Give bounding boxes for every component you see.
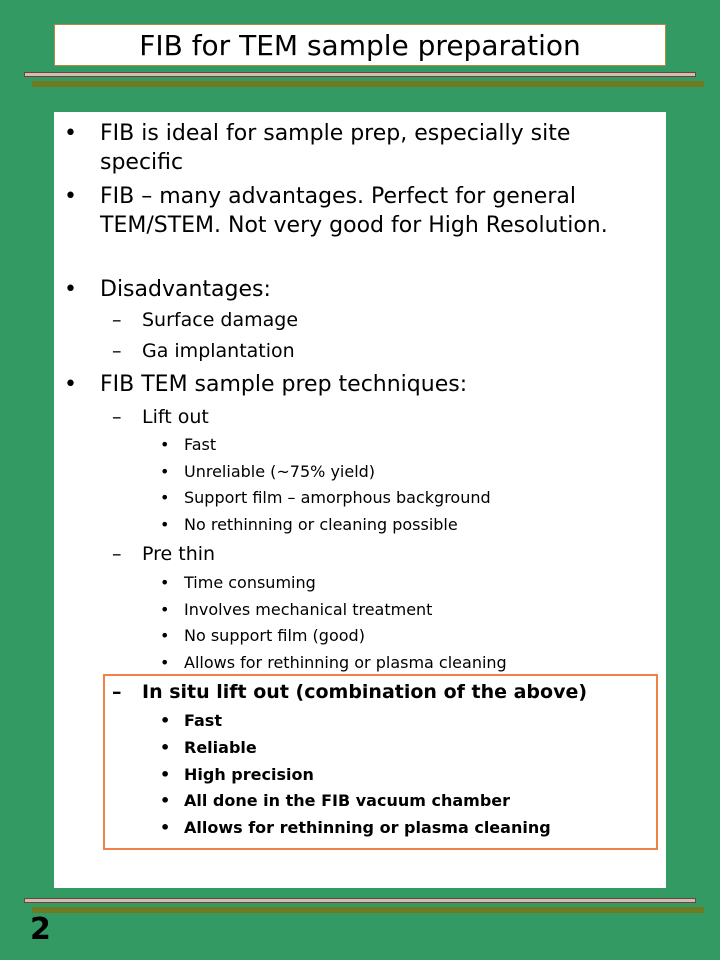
bullet-icon: •	[160, 626, 170, 645]
bullet-icon: •	[160, 738, 171, 757]
bullet-text: Disadvantages:	[100, 277, 271, 302]
bullet-icon: •	[160, 600, 170, 619]
sub-ga-implantation	[112, 339, 642, 363]
dash-icon: –	[112, 340, 122, 362]
slide-title	[54, 24, 666, 66]
sub-text: Ga implantation	[142, 340, 295, 362]
bullet-fib-advantages	[64, 182, 650, 240]
item-text: Fast	[184, 711, 222, 730]
liftout-item	[160, 434, 654, 456]
bullet-icon: •	[160, 791, 171, 810]
item-text: Reliable	[184, 738, 257, 757]
sub-text: Pre thin	[142, 543, 216, 565]
prethin-item	[160, 572, 654, 594]
bullet-techniques	[64, 370, 650, 399]
bullet-fib-ideal	[64, 119, 650, 177]
bottom-divider-shadow	[32, 907, 704, 913]
bullet-icon: •	[160, 573, 170, 592]
dash-icon: –	[112, 543, 122, 565]
bullet-icon: •	[160, 435, 170, 454]
insitu-item	[160, 817, 654, 839]
item-text: Time consuming	[184, 573, 316, 592]
top-divider	[24, 72, 696, 77]
bullet-disadvantages	[64, 275, 650, 304]
sub-in-situ-lift-out	[112, 680, 642, 704]
item-text: Allows for rethinning or plasma cleaning	[184, 818, 551, 837]
insitu-item	[160, 710, 654, 732]
bullet-icon: •	[64, 277, 77, 302]
bullet-text: FIB – many advantages. Perfect for general TEM/STEM. Not very good for High Resolution.	[100, 184, 608, 238]
bottom-divider	[24, 898, 696, 903]
insitu-item	[160, 737, 654, 759]
page-number: 2	[30, 912, 51, 947]
insitu-item	[160, 790, 654, 812]
content-panel	[54, 112, 666, 888]
bullet-icon: •	[160, 515, 170, 534]
item-text: Involves mechanical treatment	[184, 600, 433, 619]
bullet-text: FIB is ideal for sample prep, especially site specific	[100, 121, 571, 175]
bullet-text: FIB TEM sample prep techniques:	[100, 372, 468, 397]
liftout-item	[160, 514, 654, 536]
sub-surface-damage	[112, 308, 642, 332]
sub-text: Lift out	[142, 406, 209, 428]
bullet-icon: •	[160, 818, 171, 837]
dash-icon: –	[112, 309, 122, 331]
sub-lift-out	[112, 405, 642, 429]
item-text: High precision	[184, 765, 314, 784]
item-text: Fast	[184, 435, 217, 454]
item-text: Unreliable (~75% yield)	[184, 462, 376, 481]
item-text: All done in the FIB vacuum chamber	[184, 791, 511, 810]
bullet-icon: •	[64, 121, 77, 146]
bullet-icon: •	[160, 653, 170, 672]
sub-text: Surface damage	[142, 309, 299, 331]
dash-icon: –	[112, 406, 122, 428]
sub-pre-thin	[112, 542, 642, 566]
bullet-icon: •	[160, 765, 171, 784]
item-text: No rethinning or cleaning possible	[184, 515, 458, 534]
bullet-icon: •	[160, 462, 170, 481]
liftout-item	[160, 461, 654, 483]
bullet-icon: •	[64, 372, 77, 397]
insitu-item	[160, 764, 654, 786]
prethin-item	[160, 599, 654, 621]
bullet-icon: •	[160, 488, 170, 507]
bullet-icon: •	[64, 184, 77, 209]
dash-icon: –	[112, 681, 122, 703]
item-text: Support film – amorphous background	[184, 488, 491, 507]
bullet-icon: •	[160, 711, 171, 730]
slide-title-text: FIB for TEM sample preparation	[139, 28, 581, 62]
prethin-item	[160, 652, 654, 674]
item-text: Allows for rethinning or plasma cleaning	[184, 653, 507, 672]
top-divider-shadow	[32, 81, 704, 87]
liftout-item	[160, 487, 654, 509]
prethin-item	[160, 625, 654, 647]
item-text: No support film (good)	[184, 626, 365, 645]
sub-text: In situ lift out (combination of the above)	[142, 681, 588, 703]
